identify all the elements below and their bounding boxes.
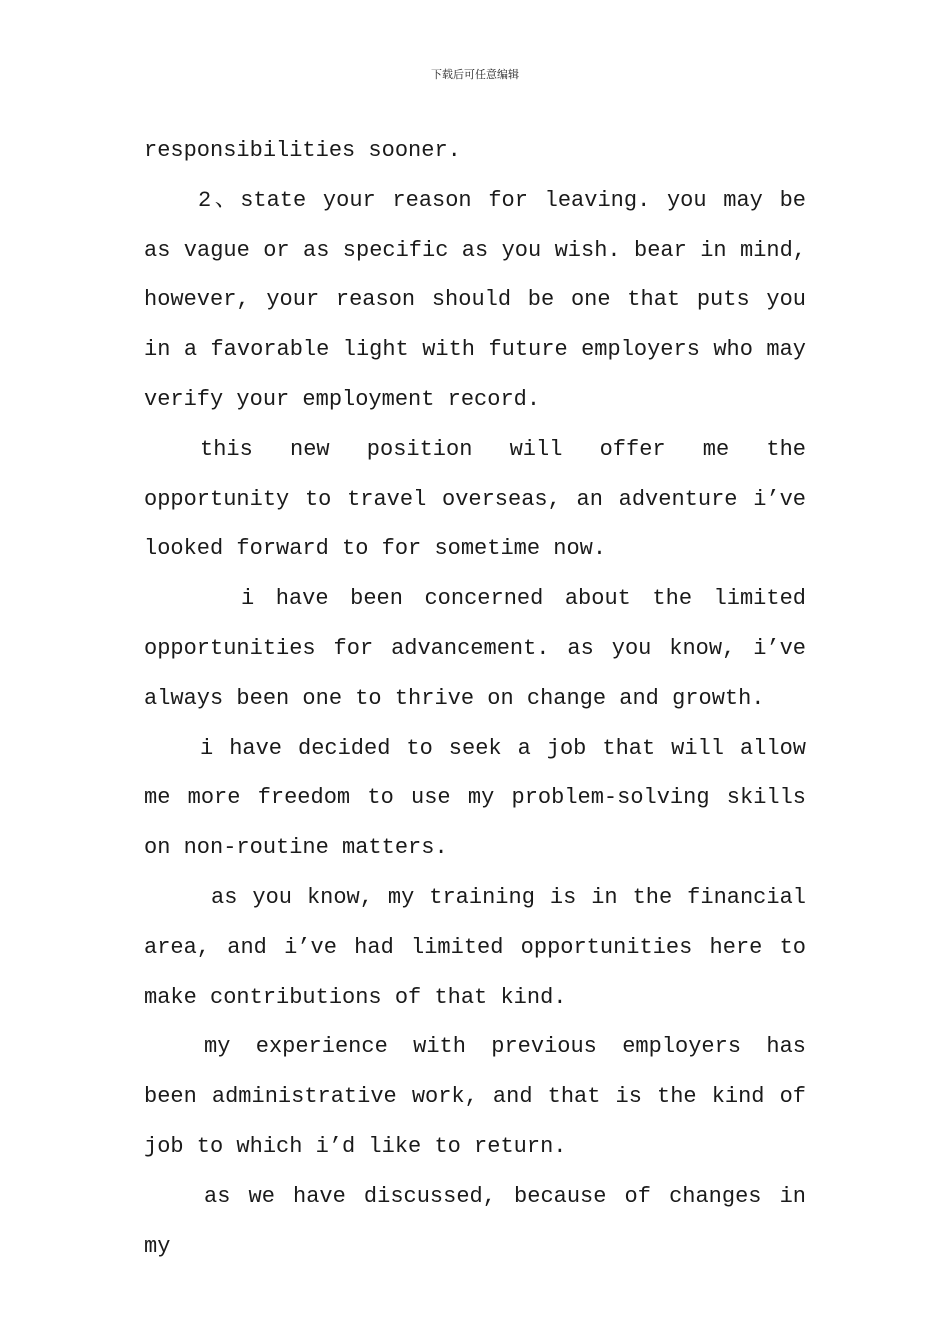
paragraph-seek-freedom: i have decided to seek a job that will allow me more freedom to use my problem-solving skills on non-routine matters.: [144, 735, 806, 861]
paragraph-state-reason: 2、state your reason for leaving. you may be as vague or as specific as you wish. bear in mind, however, your reason should be one that puts you in a favorable light with future employers who may verify your employment record.: [144, 187, 806, 412]
paragraph-continuation: responsibilities sooner.: [144, 138, 461, 163]
paragraph-limited-advancement: i have been concerned about the limited opportunities for advancement. as you know, i’ve always been one to thrive on change and growth.: [144, 586, 806, 711]
paragraph-changes: as we have discussed, because of changes in my: [144, 1183, 806, 1259]
document-body: [144, 126, 806, 1271]
paragraph-administrative-work: my experience with previous employers has been administrative work, and that is the kind of job to which i’d like to return.: [144, 1034, 806, 1159]
paragraph-financial-training: as you know, my training is in the financial area, and i’ve had limited opportunities here to make contributions of that kind.: [144, 884, 806, 1010]
paragraph-travel-overseas: this new position will offer me the opportunity to travel overseas, an adventure i’ve looked forward to for sometime now.: [144, 436, 806, 562]
page-header-note: 下载后可任意编辑: [431, 68, 519, 81]
